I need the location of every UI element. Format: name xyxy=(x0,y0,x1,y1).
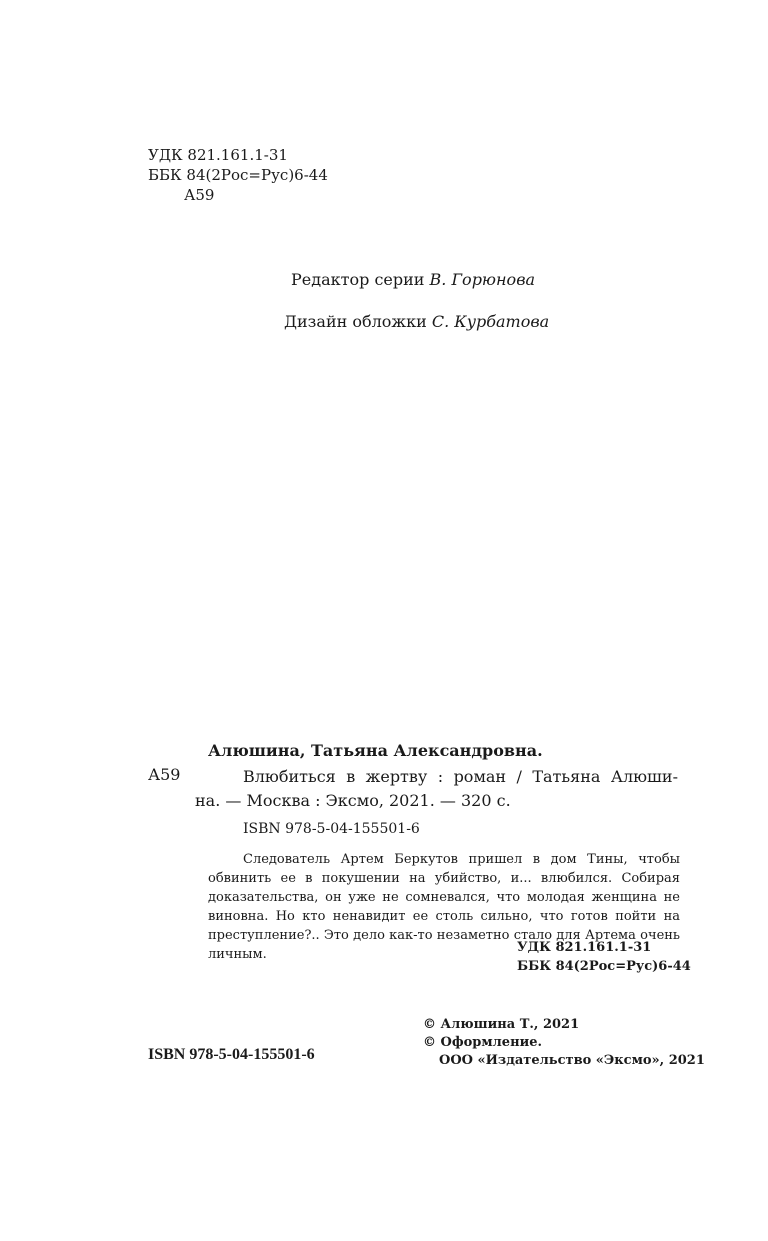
copyright-block xyxy=(423,1016,705,1070)
title-word: / xyxy=(516,767,522,786)
top-classification-codes xyxy=(148,145,328,205)
editor-label: Редактор серии xyxy=(291,270,425,289)
bibliographic-description xyxy=(195,765,678,813)
editor-name: В. Горюнова xyxy=(429,270,536,289)
catalog-classification-codes xyxy=(517,938,691,976)
udk-code: УДК 821.161.1-31 xyxy=(148,146,288,164)
copyright-design: © Оформление. xyxy=(423,1035,543,1050)
title-word: в xyxy=(346,767,356,786)
title-word: жертву xyxy=(365,767,428,786)
bbk-code: ББК 84(2Рос=Рус)6-44 xyxy=(148,166,328,184)
title-word: роман xyxy=(453,767,507,786)
publication-line: на. — Москва : Эксмо, 2021. — 320 с. xyxy=(195,791,511,810)
catalog-author-mark: А59 xyxy=(148,765,181,784)
catalog-author: Алюшина, Татьяна Александровна. xyxy=(208,741,543,760)
annotation-text: Следователь Артем Беркутов пришел в дом Тины, чтобы обвинить ее в покушении на убийство, и... влюбился. Собирая доказательства, он уже не сомневался, что молодая женщина не виновна. Но кто ненавидит ее столь сильно, что готов пойти на преступление?.. Это дело как-то незаметно стало для Артема очень личным. xyxy=(208,852,680,962)
catalog-bbk: ББК 84(2Рос=Рус)6-44 xyxy=(517,959,691,974)
series-editor-credit xyxy=(291,270,535,289)
title-word: Влюбиться xyxy=(243,767,336,786)
author-mark: А59 xyxy=(184,186,215,204)
catalog-udk: УДК 821.161.1-31 xyxy=(517,940,652,955)
footer-isbn: ISBN 978-5-04-155501-6 xyxy=(148,1046,315,1063)
designer-name: С. Курбатова xyxy=(431,312,550,331)
cover-designer-credit xyxy=(284,312,549,331)
designer-label: Дизайн обложки xyxy=(284,312,427,331)
copyright-author: © Алюшина Т., 2021 xyxy=(423,1017,580,1032)
title-line xyxy=(208,765,678,789)
copyright-publisher: ООО «Издательство «Эксмо», 2021 xyxy=(439,1053,705,1068)
title-word: Татьяна xyxy=(532,767,601,786)
catalog-isbn: ISBN 978-5-04-155501-6 xyxy=(243,821,420,837)
title-word: : xyxy=(437,767,444,786)
title-word: Алюши- xyxy=(610,767,678,786)
